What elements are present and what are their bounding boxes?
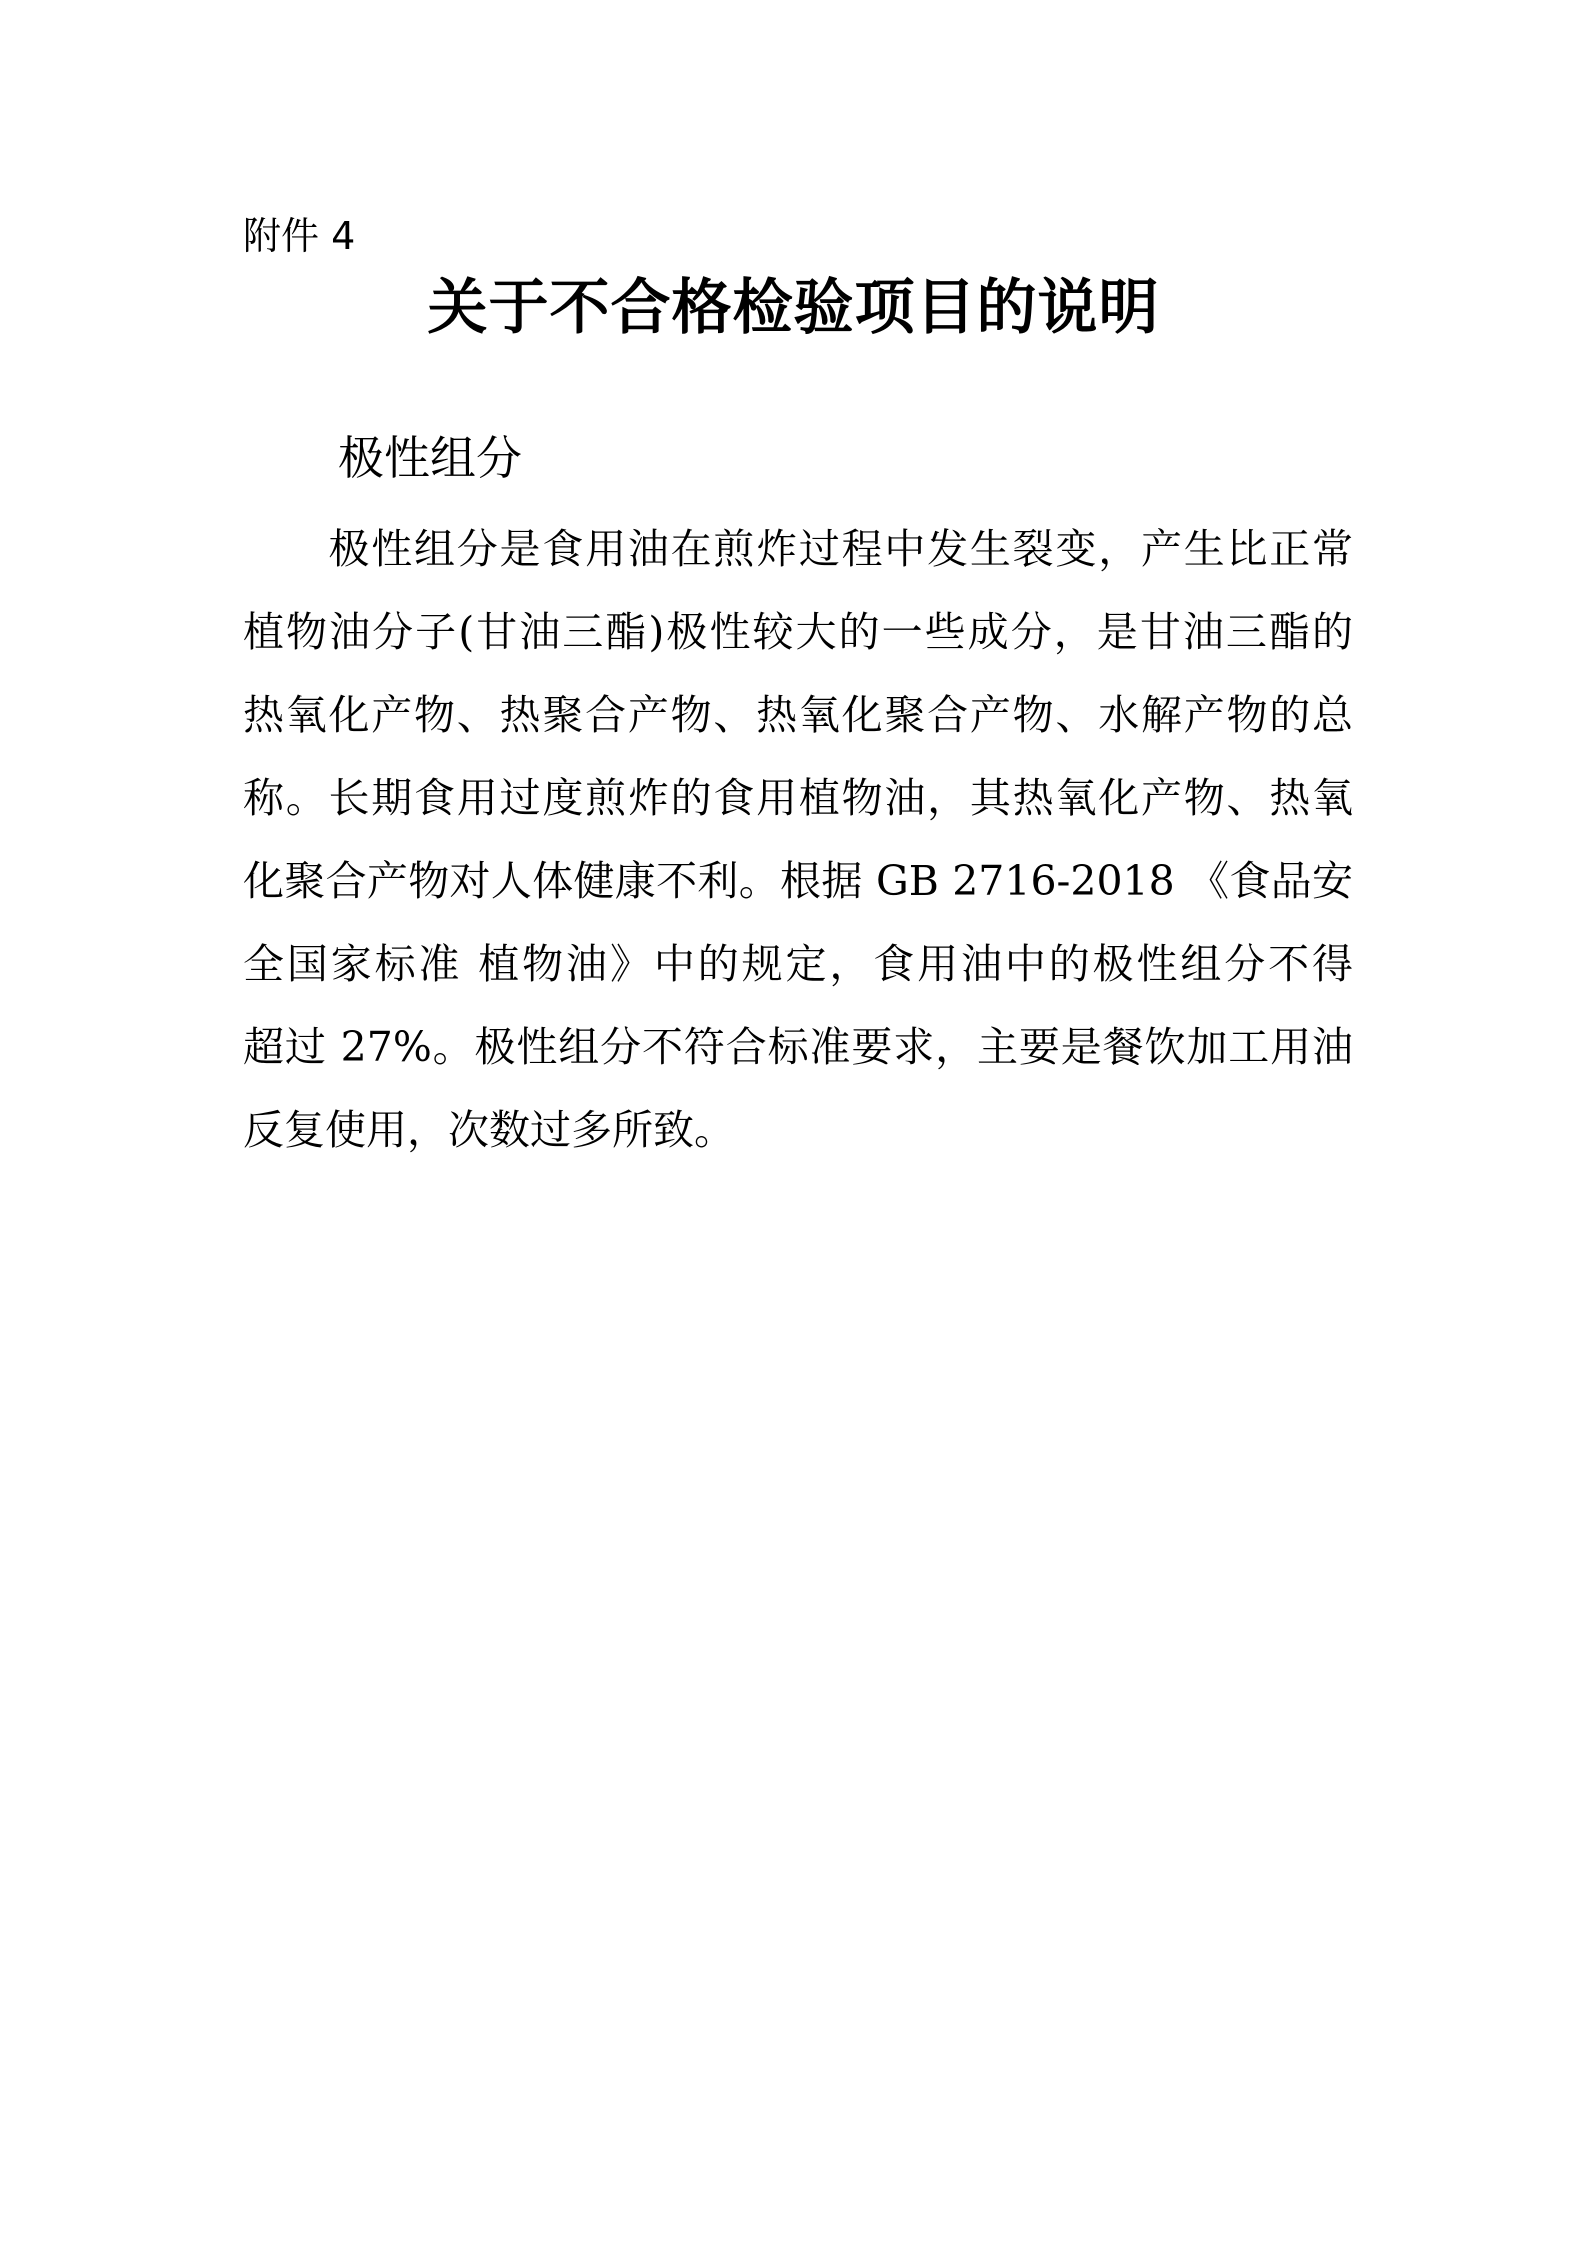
- body-line: 植物油分子(甘油三酯)极性较大的一些成分，是甘油三酯的: [243, 608, 1353, 656]
- body-line: 热氧化产物、热聚合产物、热氧化聚合产物、水解产物的总: [243, 691, 1353, 739]
- body-line: 化聚合产物对人体健康不利。根据 GB 2716-2018 《食品安: [243, 857, 1353, 905]
- body-line: 极性组分是食用油在煎炸过程中发生裂变，产生比正常: [243, 525, 1353, 573]
- body-line: 超过 27%。极性组分不符合标准要求，主要是餐饮加工用油: [243, 1023, 1353, 1071]
- section-heading: 极性组分: [338, 431, 522, 485]
- body-line: 全国家标准 植物油》中的规定，食用油中的极性组分不得: [243, 940, 1353, 988]
- document-title: 关于不合格检验项目的说明: [427, 273, 1160, 343]
- body-line: 反复使用，次数过多所致。: [243, 1106, 735, 1154]
- section-body: [243, 508, 1353, 1172]
- body-line: 称。长期食用过度煎炸的食用植物油，其热氧化产物、热氧: [243, 774, 1353, 822]
- attachment-label: 附件 4: [243, 214, 356, 258]
